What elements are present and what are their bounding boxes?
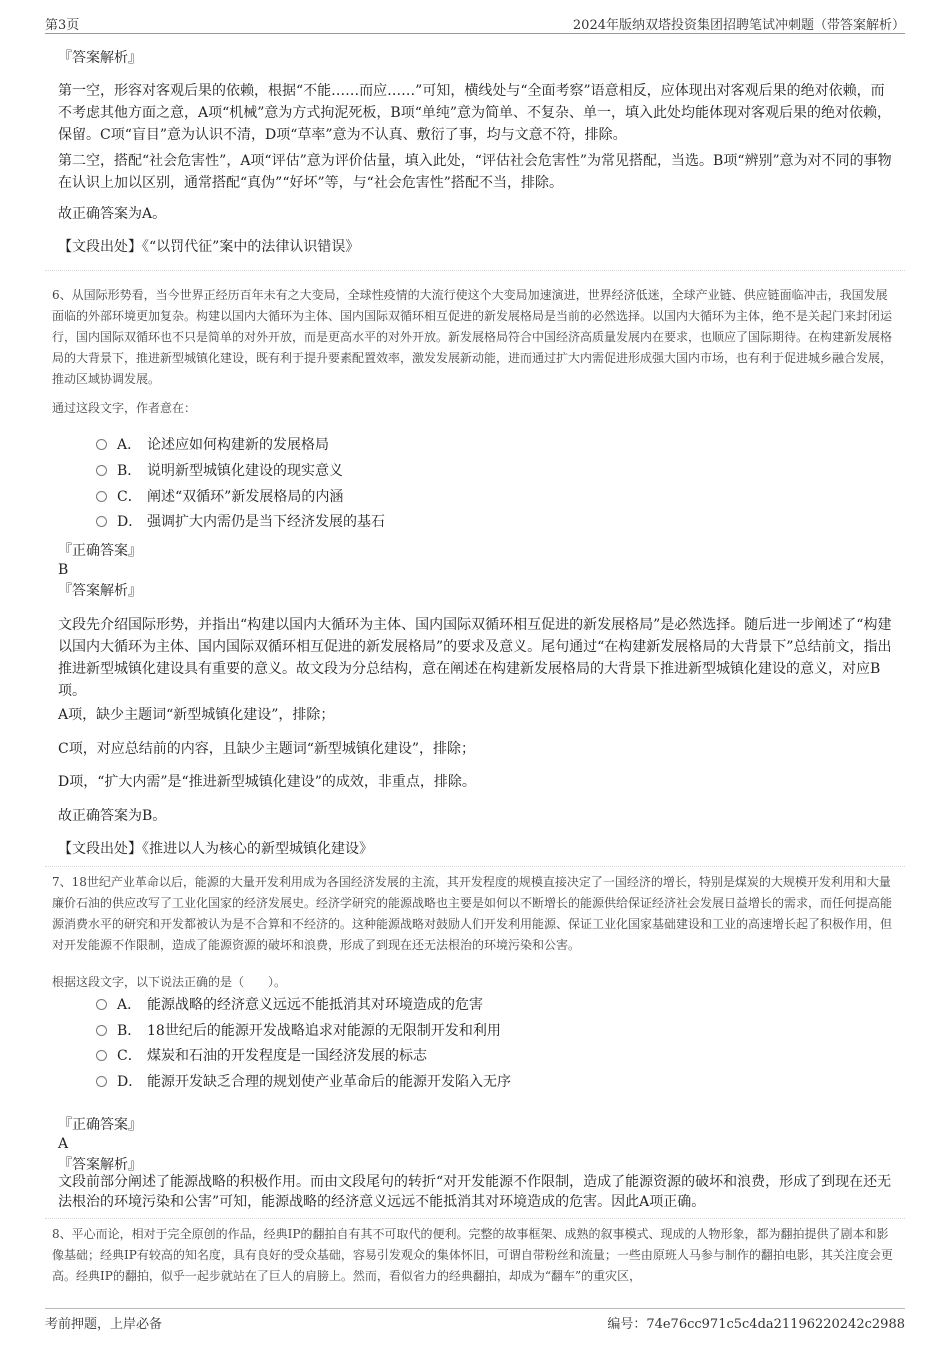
- q5-analysis-p2: 第二空，搭配“社会危害性”，A项“评估”意为评价估量，填入此处，“评估社会危害性”为常见搭配，当选。B项“辨别”意为对不同的事物在认识上加以区别，通常搭配“真伪”“好坏”等，与“社会危害性”搭配不当，排除。: [58, 153, 892, 191]
- footer-slogan: 考前押题，上岸必备: [45, 1317, 163, 1332]
- q7-option-d[interactable]: D． 能源开发缺乏合理的规划使产业革命后的能源开发陷入无序: [96, 1071, 511, 1093]
- q6-note-a: A项，缺少主题词“新型城镇化建设”，排除；: [58, 707, 335, 723]
- q6-note-d: D项，“扩大内需”是“推进新型城镇化建设”的成效，非重点，排除。: [58, 774, 476, 790]
- q7-question: 根据这段文字，以下说法正确的是（ ）。: [52, 975, 287, 989]
- question-separator: [45, 270, 905, 271]
- q6-conclusion: 故正确答案为B。: [58, 808, 167, 824]
- q6-option-a[interactable]: A． 论述应如何构建新的发展格局: [96, 434, 329, 456]
- radio-button-icon[interactable]: [96, 516, 107, 527]
- radio-button-icon[interactable]: [96, 439, 107, 450]
- q6-analysis: 文段先介绍国际形势，并指出“构建以国内大循环为主体、国内国际双循环相互促进的新发展格局”是必然选择。随后进一步阐述了“构建以国内大循环为主体、国内国际双循环相互促进的新发展格局”的要求及意义。尾句通过“在构建新发展格局的大背景下”总结前文，指出推进新型城镇化建设具有重要的意义。故文段为分总结构，意在阐述在构建新发展格局的大背景下推进新型城镇化建设的意义，对应B项。: [58, 617, 892, 699]
- q5-source: 【文段出处】《“以罚代征”案中的法律认识错误》: [58, 239, 360, 255]
- radio-button-icon[interactable]: [96, 1076, 107, 1087]
- q5-analysis-p1: 第一空，形容对客观后果的依赖，根据“不能……而应……”可知，横线处与“全面考察”语意相反，应体现出对客观后果的绝对依赖，而不考虑其他方面之意，A项“机械”意为方式拘泥死板，B项“单纯”意为简单、不复杂、单一，填入此处均能体现对客观后果的绝对依赖，保留。C项“盲目”意为认识不清，D项“草率”意为不认真、敷衍了事，均与文意不符，排除。: [58, 83, 892, 143]
- q6-option-c[interactable]: C． 阐述“双循环”新发展格局的内涵: [96, 486, 343, 508]
- page-number: 第3页: [45, 18, 80, 33]
- q6-note-c: C项，对应总结前的内容，且缺少主题词“新型城镇化建设”，排除；: [58, 741, 476, 757]
- question-separator: [45, 866, 905, 867]
- page-header: [45, 14, 905, 34]
- q7-answer: A: [58, 1136, 69, 1152]
- q7-analysis: 文段前部分阐述了能源战略的积极作用。而由文段尾句的转折“对开发能源不作限制，造成了能源资源的破坏和浪费，形成了到现在还无法根治的环境污染和公害”可知，能源战略的经济意义远远不能抵消其对环境造成的危害。因此A项正确。: [58, 1174, 892, 1210]
- document-title: 2024年版纳双塔投资集团招聘笔试冲刺题（带答案解析）: [572, 18, 905, 33]
- q7-option-b[interactable]: B． 18世纪后的能源开发战略追求对能源的无限制开发和利用: [96, 1020, 501, 1042]
- q7-option-a[interactable]: A． 能源战略的经济意义远远不能抵消其对环境造成的危害: [96, 994, 483, 1016]
- footer-divider: [45, 1308, 905, 1309]
- q7-option-c[interactable]: C． 煤炭和石油的开发程度是一国经济发展的标志: [96, 1045, 427, 1067]
- document-code: 编号：74e76cc971c5c4da21196220242c2988: [607, 1317, 905, 1332]
- radio-button-icon[interactable]: [96, 1025, 107, 1036]
- q7-analysis-label: 『答案解析』: [58, 1157, 142, 1173]
- q6-question: 通过这段文字，作者意在：: [52, 401, 197, 415]
- q8-stem: 8、平心而论，相对于完全原创的作品，经典IP的翻拍自有其不可取代的便利。完整的故事框架、成熟的叙事模式、现成的人物形象，都为翻拍提供了剧本和影像基础；经典IP有较高的知名度，具有良好的受众基础，容易引发观众的集体怀旧，可谓自带粉丝和流量；一些由原班人马参与制作的翻拍电影，其关注度会更高。经典IP的翻拍，似乎一起步就站在了巨人的肩膀上。然而，看似省力的经典翻拍，却成为“翻车”的重灾区，: [52, 1227, 893, 1283]
- q7-stem: 7、18世纪产业革命以后，能源的大量开发利用成为各国经济发展的主流，其开发程度的规模直接决定了一国经济的增长，特别是煤炭的大规模开发利用和大量廉价石油的供应改写了工业化国家的经济发展史。经济学研究的能源战略也主要是如何以不断增长的能源供给保证经济社会发展日益增长的需求，而任何提高能源消费水平的研究和开发都被认为是不合算和不经济的。这种能源战略对鼓励人们开发利用能源、保证工业化国家基础建设和工业的高速增长起了积极作用，但对开发能源不作限制，造成了能源资源的破坏和浪费，形成了到现在还无法根治的环境污染和公害。: [52, 875, 893, 952]
- q6-source: 【文段出处】《推进以人为核心的新型城镇化建设》: [58, 841, 373, 857]
- radio-button-icon[interactable]: [96, 465, 107, 476]
- q6-analysis-label: 『答案解析』: [58, 583, 142, 599]
- q6-stem: 6、从国际形势看，当今世界正经历百年未有之大变局，全球性疫情的大流行使这个大变局加速演进，世界经济低迷，全球产业链、供应链面临冲击，我国发展面临的外部环境更加复杂。构建以国内大循环为主体、国内国际双循环相互促进的新发展格局是当前的必然选择。以国内大循环为主体，绝不是关起门来封闭运行，国内国际双循环也不只是简单的对外开放，而是更高水平的对外开放。新发展格局符合中国经济高质量发展内在要求，也顺应了国际期待。在构建新发展格局的大背景下，推进新型城镇化建设，既有利于提升要素配置效率，激发发展新动能，进而通过扩大内需促进形成强大国内市场，也有利于促进城乡融合发展，推动区域协调发展。: [52, 288, 893, 386]
- radio-button-icon[interactable]: [96, 999, 107, 1010]
- header-divider: [45, 33, 905, 34]
- q6-option-d[interactable]: D． 强调扩大内需仍是当下经济发展的基石: [96, 511, 385, 533]
- q5-analysis-label: 『答案解析』: [58, 50, 142, 66]
- radio-button-icon[interactable]: [96, 491, 107, 502]
- q6-answer: B: [58, 562, 69, 578]
- q5-conclusion: 故正确答案为A。: [58, 206, 167, 222]
- radio-button-icon[interactable]: [96, 1050, 107, 1061]
- q6-answer-label: 『正确答案』: [58, 543, 142, 559]
- q6-option-b[interactable]: B． 说明新型城镇化建设的现实意义: [96, 460, 343, 482]
- q7-answer-label: 『正确答案』: [58, 1117, 142, 1133]
- question-separator: [45, 1218, 905, 1219]
